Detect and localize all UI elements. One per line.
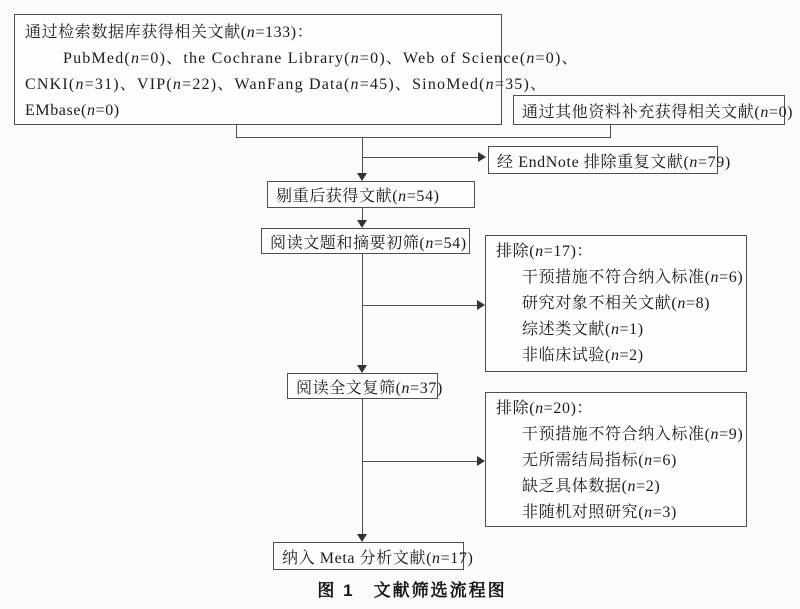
exclusion2-item: 缺乏具体数据(n=2) xyxy=(522,478,661,495)
database-search-sources-1: PubMed(n=0)、the Cochrane Library(n=0)、Web of Science(n=0)、 xyxy=(63,50,579,67)
fulltext-screen-label: 阅读全文复筛(n=37) xyxy=(296,379,443,397)
box-database-search xyxy=(14,14,579,125)
other-sources-label: 通过其他资料补充获得相关文献(n=0) xyxy=(522,103,794,121)
box-exclusion-first-screen xyxy=(485,235,747,372)
arrowhead-down-to-screen xyxy=(357,220,367,228)
connector-fulltext-to-included xyxy=(362,399,363,535)
exclusion2-item: 无所需结局指标(n=6) xyxy=(522,452,677,469)
exclusion1-title: 排除(n=17)： xyxy=(496,243,594,260)
exclusion1-item: 非临床试验(n=2) xyxy=(522,347,644,364)
arrowhead-right-to-exclude1 xyxy=(477,300,485,310)
exclusion1-item: 干预措施不符合纳入标准(n=6) xyxy=(522,269,744,286)
connector-branch-exclude2 xyxy=(362,461,478,462)
database-search-sources-3: EMbase(n=0) xyxy=(25,102,120,119)
endnote-duplicates-label: 经 EndNote 排除重复文献(n=79) xyxy=(497,153,731,171)
included-meta-label: 纳入 Meta 分析文献(n=17) xyxy=(282,549,474,567)
arrowhead-down-to-dedup xyxy=(357,173,367,181)
exclusion1-item: 综述类文献(n=1) xyxy=(522,321,644,338)
after-dedup-label: 剔重后获得文献(n=54) xyxy=(276,188,440,205)
exclusion2-title: 排除(n=20)： xyxy=(496,400,594,417)
exclusion2-item: 非随机对照研究(n=3) xyxy=(522,504,677,521)
box-exclusion-fulltext xyxy=(485,392,747,527)
box-included-meta xyxy=(273,542,474,570)
arrowhead-down-to-fulltext xyxy=(357,365,367,373)
figure-caption: 图 1 文献筛选流程图 xyxy=(317,581,507,600)
title-abstract-screen-label: 阅读文题和摘要初筛(n=54) xyxy=(270,234,467,252)
box-endnote-duplicates xyxy=(488,146,731,174)
database-search-sources-2: CNKI(n=31)、VIP(n=22)、WanFang Data(n=45)、SinoMed(n=35)、 xyxy=(25,76,548,93)
database-search-total: 通过检索数据库获得相关文献(n=133)： xyxy=(25,24,314,41)
arrowhead-right-to-exclude2 xyxy=(477,456,485,466)
box-fulltext-screen xyxy=(287,373,443,399)
arrowhead-right-to-endnote xyxy=(478,152,486,162)
exclusion1-item: 研究对象不相关文献(n=8) xyxy=(522,295,711,312)
connector-merge-line xyxy=(236,137,611,138)
connector-screen-to-fulltext xyxy=(362,254,363,366)
connector-branch-exclude1 xyxy=(362,305,478,306)
box-title-abstract-screen xyxy=(261,228,470,254)
exclusion2-item: 干预措施不符合纳入标准(n=9) xyxy=(522,426,744,443)
connector-main-down-1 xyxy=(362,137,363,174)
arrowhead-down-to-included xyxy=(357,534,367,542)
box-after-dedup xyxy=(267,181,475,208)
box-other-sources xyxy=(513,95,794,125)
connector-branch-endnote xyxy=(362,157,479,158)
